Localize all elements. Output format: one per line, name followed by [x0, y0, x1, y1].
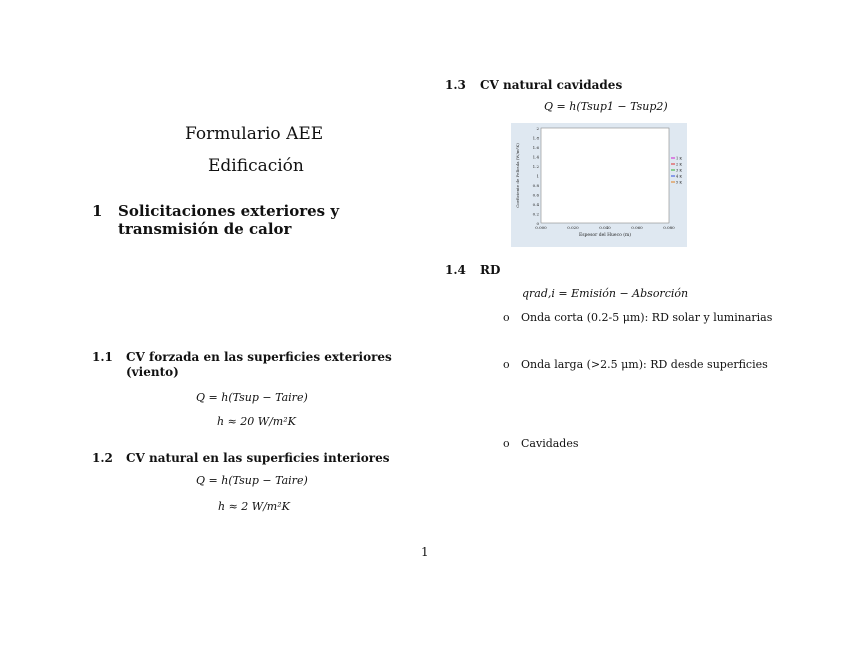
y-tick-label: 0.8: [532, 183, 539, 188]
s12-h-formula: h ≈ 2 W/m²K: [218, 500, 290, 513]
doc-subtitle: Edificación: [208, 156, 304, 176]
y-tick-label: 0.4: [532, 202, 539, 207]
cavity-chart: [511, 123, 687, 247]
section-1-1-title: CV forzada en las superficies exteriores (viento): [126, 350, 392, 379]
s14-equation: qrad,i = Emisión − Absorción: [522, 287, 689, 300]
x-tick-label: 0.020: [567, 225, 579, 230]
s12-q-formula: Q = h(Tsup − Taire): [196, 474, 308, 487]
bullet-3-text: Cavidades: [521, 437, 579, 450]
bullet-1-text: Onda corta (0.2-5 μm): RD solar y luminarias: [521, 311, 773, 324]
y-axis-label: Coeficiente de Película (W/m²K): [515, 143, 520, 208]
s11-h-formula: h ≈ 20 W/m²K: [217, 415, 296, 428]
legend-item: 3 K: [676, 168, 682, 173]
y-tick-label: 1: [536, 173, 539, 179]
x-tick-label: 0.000: [535, 225, 547, 230]
section-1-3-title: CV natural cavidades: [480, 78, 623, 92]
doc-title: Formulario AEE: [185, 124, 324, 144]
bullet-1-marker: o: [503, 311, 510, 324]
legend-item: 5 K: [676, 180, 682, 185]
section-1-title: Solicitaciones exteriores y transmisión de calor: [118, 202, 340, 238]
y-tick-label: 1.8: [532, 135, 539, 141]
y-tick-label: 0: [536, 221, 539, 226]
y-tick-label: 0.6: [532, 192, 539, 198]
section-1-number: 1: [92, 202, 103, 220]
legend-item: 2 K: [676, 162, 682, 167]
chart-svg: [511, 123, 687, 247]
section-1-1-number: 1.1: [92, 350, 113, 364]
section-1-2-number: 1.2: [92, 451, 113, 465]
legend-item: 4 K: [676, 174, 682, 179]
x-tick-label: 0.060: [631, 225, 643, 230]
y-tick-label: 1.6: [532, 145, 539, 150]
bullet-3-marker: o: [503, 437, 510, 450]
x-axis-label: Espesor del Hueco (m): [578, 233, 632, 238]
s11-q-formula: Q = h(Tsup − Taire): [196, 391, 308, 404]
page-number: 1: [421, 545, 429, 559]
y-tick-label: 1.2: [532, 164, 539, 169]
section-1-2-title: CV natural en las superficies interiores: [126, 451, 390, 465]
section-1-4-title: RD: [480, 263, 501, 277]
section-1-3-number: 1.3: [445, 78, 466, 92]
bullet-2-marker: o: [503, 358, 510, 371]
x-tick-label: 0.080: [663, 225, 675, 230]
y-tick-label: 1.4: [532, 154, 539, 160]
s13-q-formula: Q = h(Tsup1 − Tsup2): [544, 100, 668, 113]
x-tick-label: 0.040: [599, 225, 611, 230]
legend-item: 1 K: [676, 156, 682, 161]
section-1-4-number: 1.4: [445, 263, 466, 277]
y-tick-label: 0.2: [532, 211, 539, 217]
plot-area: [541, 128, 669, 223]
bullet-2-text: Onda larga (>2.5 μm): RD desde superficies: [521, 358, 768, 371]
y-tick-label: 2: [536, 126, 539, 131]
